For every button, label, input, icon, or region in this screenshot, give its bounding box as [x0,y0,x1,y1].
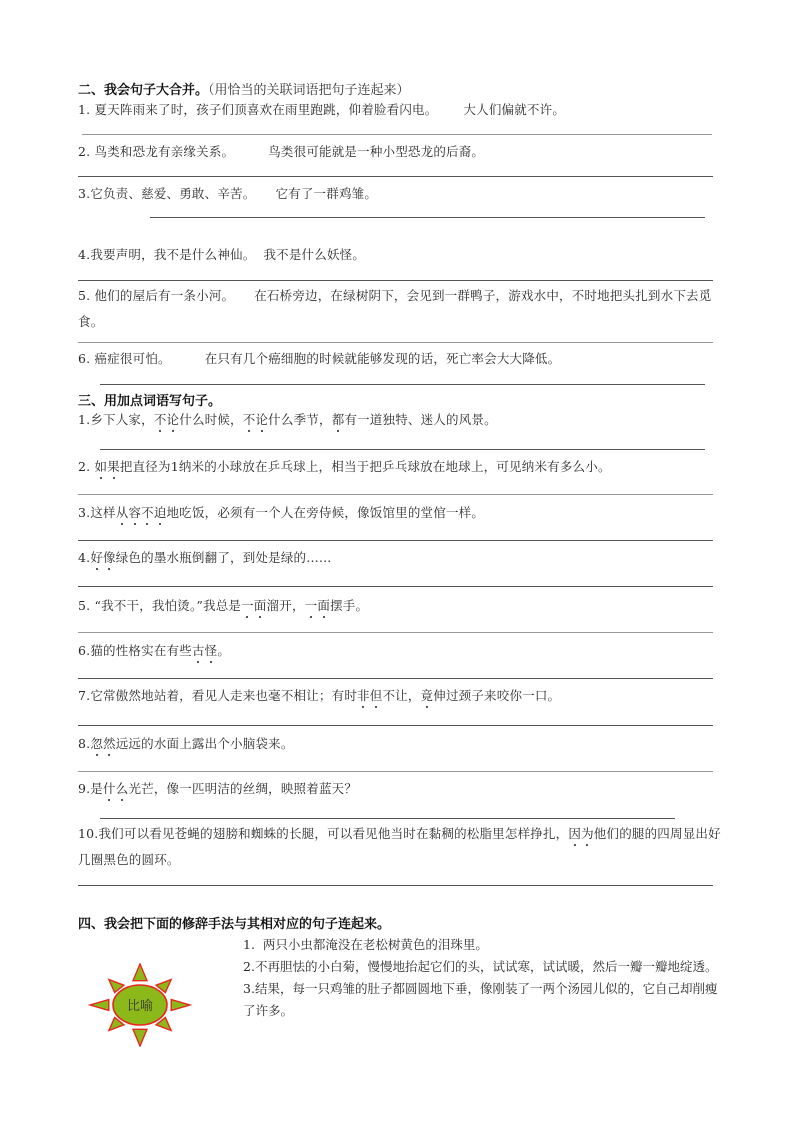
badge-label: 比喻 [126,999,154,1014]
emphasized-char: 果 [107,459,120,474]
answer-line[interactable] [78,540,713,541]
sentence-text: “我不干，我怕烫。”我总是 [94,598,242,613]
item-number: 5. [78,598,95,613]
section2-title: 二、我会句子大合并。 [78,83,209,98]
s3-item-3 [78,503,484,521]
sentence-text: 不让， [382,688,421,703]
emphasized-char: 迫 [153,505,167,520]
answer-line[interactable] [100,449,705,450]
item-number: 4. [78,247,91,262]
s2-item-6 [78,349,560,367]
sentence-text: 摆手。 [330,598,369,613]
s3-item-1 [78,410,497,428]
sentence-text: 伸过颈子来咬你一口。 [433,688,561,703]
emphasized-char: 面 [253,598,267,613]
s3-item-10 [78,821,723,873]
item-number: 6. [78,351,91,366]
sentence-text: 他们的腿的四周显出好几圈黑色的圆环。 [78,826,721,867]
answer-line[interactable] [78,678,713,679]
rhetoric-badge[interactable] [88,963,192,1047]
sentence-a: 鸟类和恐龙有亲缘关系。 [94,144,235,159]
emphasized-char: 论 [255,412,269,427]
s3-item-4 [78,548,332,566]
item-number: 6. [78,643,91,658]
s2-item-3 [78,184,377,202]
emphasized-char: 容 [128,505,142,520]
sun-ray [171,1000,190,1011]
sentence-text: 是 [90,781,104,796]
sentence-b: 它有了一群鸡雏。 [275,186,378,201]
answer-line[interactable] [100,384,705,385]
match-sentence-2[interactable]: 2.不再胆怯的小白菊，慢慢地抬起它们的头，试试寒，试试暖，然后一瓣一瓣地绽透。 [243,959,718,974]
emphasized-char: 竟 [420,688,434,703]
answer-line[interactable] [78,771,713,772]
sentence-a: 它负责、慈爱、勇敢、辛苦。 [90,186,256,201]
item-number: 1. [78,412,91,427]
answer-line[interactable] [78,725,713,726]
sentence-text: 。 [217,643,231,658]
emphasized-char: 面 [317,598,331,613]
sentence-text: 我们可以看见苍蝇的翅膀和蜘蛛的长腿，可以看见他当时在黏稠的松脂里怎样挣扎， [98,826,569,841]
emphasized-char: 一 [241,598,254,613]
sun-ray [133,964,147,981]
match-sentence-1[interactable]: 1. 两只小虫都淹没在老松树黄色的泪珠里。 [243,937,488,952]
answer-line[interactable] [78,176,713,177]
sentence-text: 什么季节， [268,412,332,427]
s3-item-8 [78,734,294,752]
s3-item-2 [78,457,611,475]
emphasized-char: 么 [115,781,129,796]
emphasized-char: 不 [153,412,167,427]
emphasized-char: 非 [357,688,370,703]
sentence-b: 在只有几个癌细胞的时候就能够发现的话，死亡率会大大降低。 [204,351,561,366]
s3-item-6 [78,641,230,659]
sentence-b: 在石桥旁边，在绿树阴下，会见到一群鸭子，游戏水中，不时地把头扎到水下去觅食。 [78,288,712,329]
s2-item-4 [78,245,365,263]
emphasized-char: 因 [568,826,582,841]
answer-line[interactable] [78,342,713,343]
emphasized-char: 不 [242,412,256,427]
sentence-text: 猫的性格实在有些 [90,643,192,658]
item-number: 2. [78,144,91,159]
answer-line[interactable] [100,818,675,819]
emphasized-char: 但 [369,688,383,703]
emphasized-char: 不 [141,505,154,520]
item-number: 7. [78,688,91,703]
item-number: 8. [78,736,91,751]
item-number: 4. [78,550,91,565]
answer-line[interactable] [78,885,713,886]
s3-item-5 [78,596,368,614]
emphasized-char: 都 [331,412,345,427]
item-number: 10. [78,826,99,841]
sentence-text: 绿色的墨水瓶倒翻了，到处是绿的…… [115,550,332,565]
sentence-text: 溜开， [266,598,305,613]
answer-line[interactable] [82,134,712,135]
sentence-text: 地吃饭，必须有一个人在旁侍候，像饭馆里的堂倌一样。 [166,505,485,520]
emphasized-char: 古 [191,643,205,658]
sentence-text: 光芒，像一匹明洁的丝绸，映照着蓝天？ [128,781,358,796]
emphasized-char: 什 [103,781,116,796]
item-number: 5. [78,288,91,303]
item-number: 3. [78,186,91,201]
sentence-a: 他们的屋后有一条小河。 [94,288,235,303]
s2-item-5 [78,283,723,335]
answer-line[interactable] [78,494,713,495]
sentence-text: 远远的水面上露出个小脑袋来。 [115,736,294,751]
emphasized-char: 论 [166,412,180,427]
answer-line[interactable] [78,632,713,633]
emphasized-char: 如 [94,459,108,474]
section2-note: （用恰当的关联词语把句子连起来） [208,83,410,98]
answer-line[interactable] [78,586,713,587]
sun-ray [133,1029,147,1046]
section4-heading: 四、我会把下面的修辞手法与其相对应的句子连起来。 [78,917,391,932]
emphasized-char: 从 [115,505,129,520]
sentence-text: 它常傲然地站着，看见人走来也毫不相让；有时 [90,688,358,703]
sentence-text: 什么时候， [179,412,243,427]
emphasized-char: 忽 [90,736,104,751]
item-number: 1. [78,102,91,117]
emphasized-char: 像 [103,550,116,565]
matching-sentences [243,934,723,1022]
sentence-text: 这样 [90,505,116,520]
emphasized-char: 一 [304,598,318,613]
sentence-a: 夏天阵雨来了时，孩子们顶喜欢在雨里跑跳，仰着脸看闪电。 [94,102,438,117]
sentence-b: 我不是什么妖怪。 [263,247,366,262]
emphasized-char: 为 [581,826,594,841]
emphasized-char: 然 [103,736,116,751]
s2-item-2 [78,142,484,160]
item-number: 3. [78,505,91,520]
sentence-text: 有一道独特、迷人的风景。 [344,412,497,427]
sentence-a: 我要声明，我不是什么神仙。 [90,247,256,262]
emphasized-char: 怪 [204,643,218,658]
sentence-b: 大人们偏就不许。 [463,102,566,117]
item-number: 2. [78,459,95,474]
item-number: 9. [78,781,91,796]
emphasized-char: 好 [90,550,104,565]
sentence-b: 鸟类很可能就是一种小型恐龙的后裔。 [268,144,485,159]
sentence-a: 癌症很可怕。 [94,351,171,366]
match-sentence-3[interactable]: 3.结果，每一只鸡雏的肚子都圆圆地下垂，像刚装了一两个汤园儿似的，它自己却削瘦了许多。 [243,981,718,1018]
s3-item-7 [78,686,560,704]
section3-heading: 三、用加点词语写句子。 [78,394,222,409]
sentence-text: 把直径为1纳米的小球放在乒乓球上，相当于把乒乓球放在地球上，可见纳米有多么小。 [119,459,611,474]
section2-heading [78,79,410,98]
sun-ray [90,1000,109,1011]
answer-line[interactable] [150,217,705,218]
s3-item-9 [78,779,357,797]
sentence-text: 乡下人家， [90,412,154,427]
answer-line[interactable] [78,280,713,281]
s2-item-1 [78,100,565,118]
